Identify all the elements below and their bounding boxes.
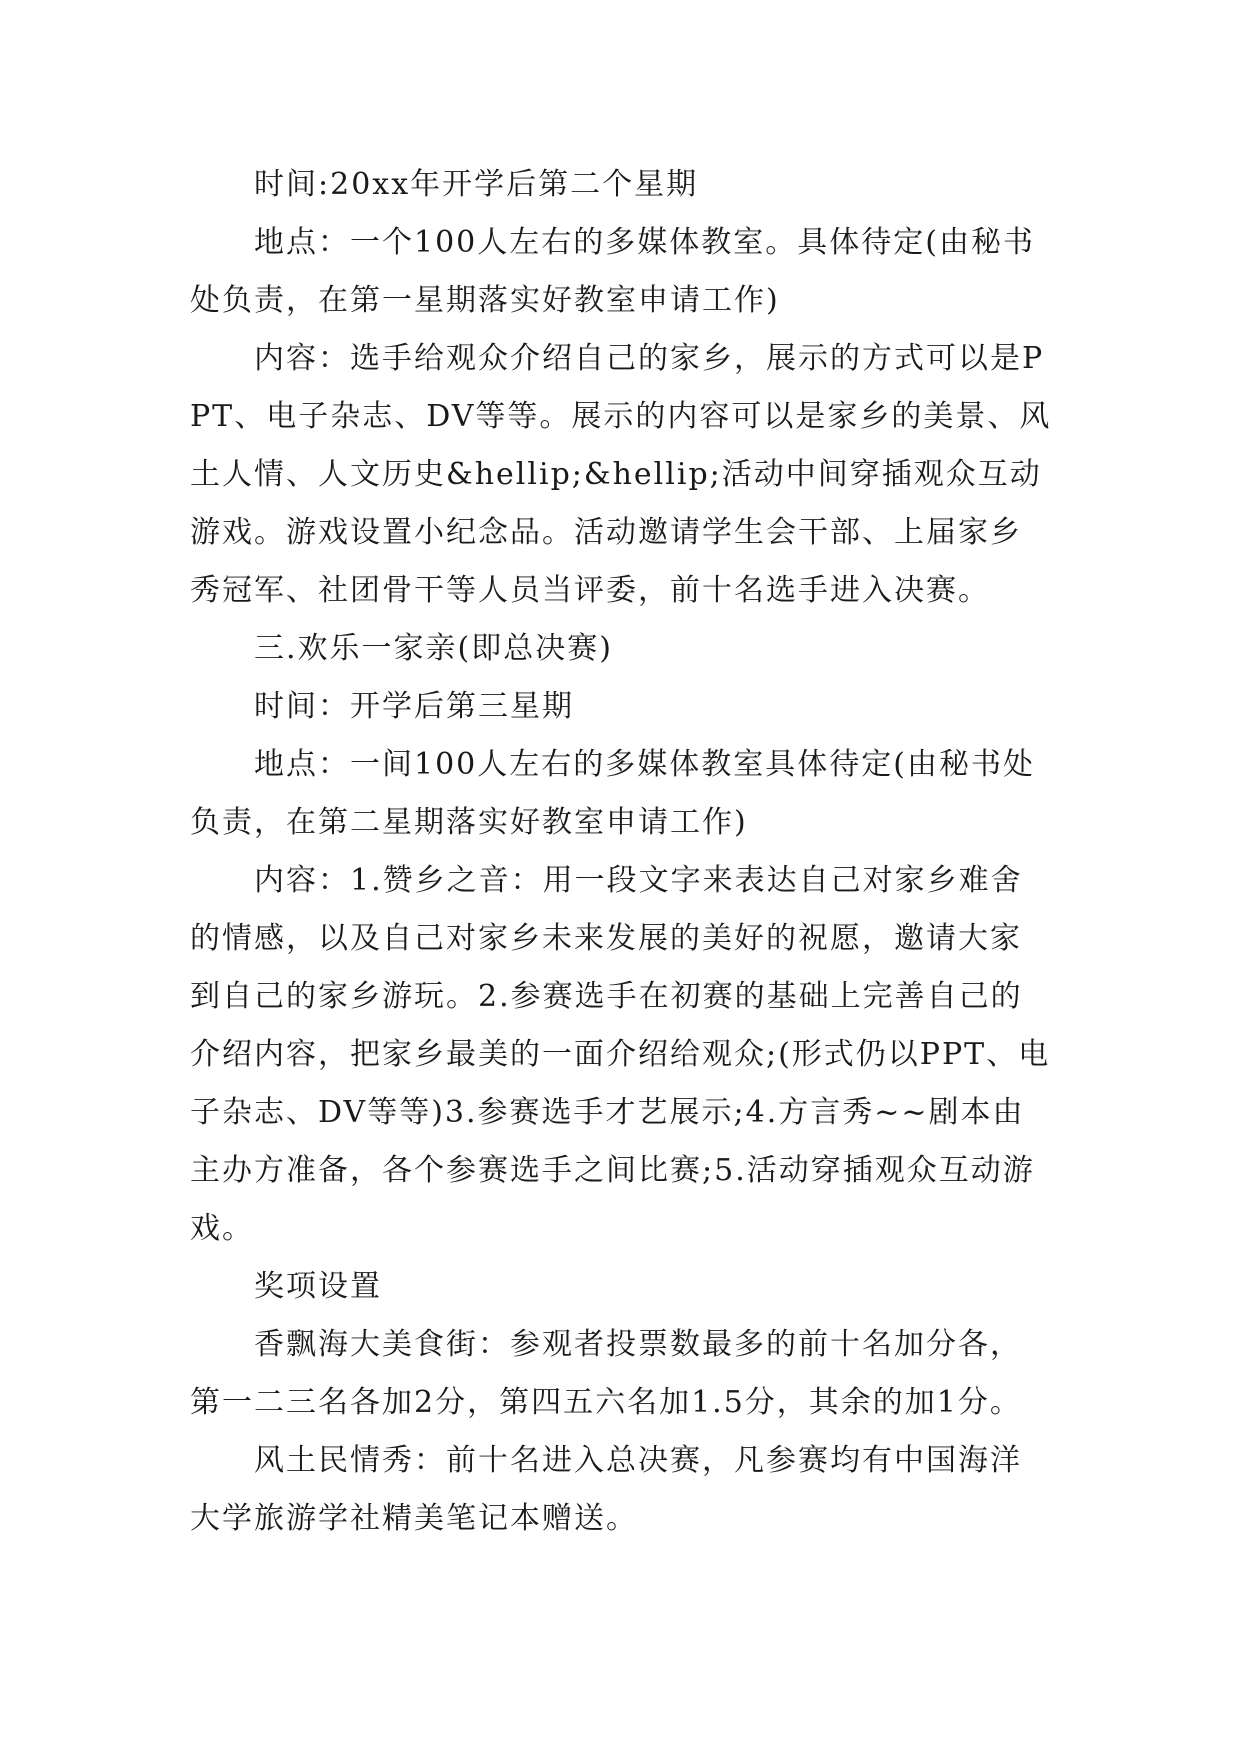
paragraph-final-content: 内容：1.赞乡之音：用一段文字来表达自己对家乡难舍的情感，以及自己对家乡未来发展的美好的祝愿，邀请大家到自己的家乡游玩。2.参赛选手在初赛的基础上完善自己的介绍内容，把家乡最美的一面介绍给观众;(形式仍以PPT、电子杂志、DV等等)3.参赛选手才艺展示;4.方言秀~~剧本由主办方准备，各个参赛选手之间比赛;5.活动穿插观众互动游戏。 bbox=[190, 863, 1051, 1246]
section-heading-awards: 奖项设置 bbox=[254, 1269, 382, 1304]
section-heading-final: 三.欢乐一家亲(即总决赛) bbox=[254, 631, 613, 666]
document-body bbox=[190, 156, 1052, 1548]
paragraph-first-round-time: 时间:20xx年开学后第二个星期 bbox=[254, 167, 699, 202]
paragraph-first-round-location: 地点：一个100人左右的多媒体教室。具体待定(由秘书处负责，在第一星期落实好教室申请工作) bbox=[190, 225, 1035, 318]
paragraph-award-food-street: 香飘海大美食街：参观者投票数最多的前十名加分各，第一二三名各加2分，第四五六名加1.5分，其余的加1分。 bbox=[190, 1327, 1022, 1420]
paragraph-final-time: 时间：开学后第三星期 bbox=[254, 689, 574, 724]
paragraph-award-folk-show: 风土民情秀：前十名进入总决赛，凡参赛均有中国海洋大学旅游学社精美笔记本赠送。 bbox=[190, 1443, 1022, 1536]
paragraph-final-location: 地点：一间100人左右的多媒体教室具体待定(由秘书处负责，在第二星期落实好教室申请工作) bbox=[190, 747, 1035, 840]
paragraph-first-round-content: 内容：选手给观众介绍自己的家乡，展示的方式可以是PPT、电子杂志、DV等等。展示的内容可以是家乡的美景、风土人情、人文历史&hellip;&hellip;活动中间穿插观众互动游戏。游戏设置小纪念品。活动邀请学生会干部、上届家乡秀冠军、社团骨干等人员当评委，前十名选手进入决赛。 bbox=[190, 341, 1052, 608]
